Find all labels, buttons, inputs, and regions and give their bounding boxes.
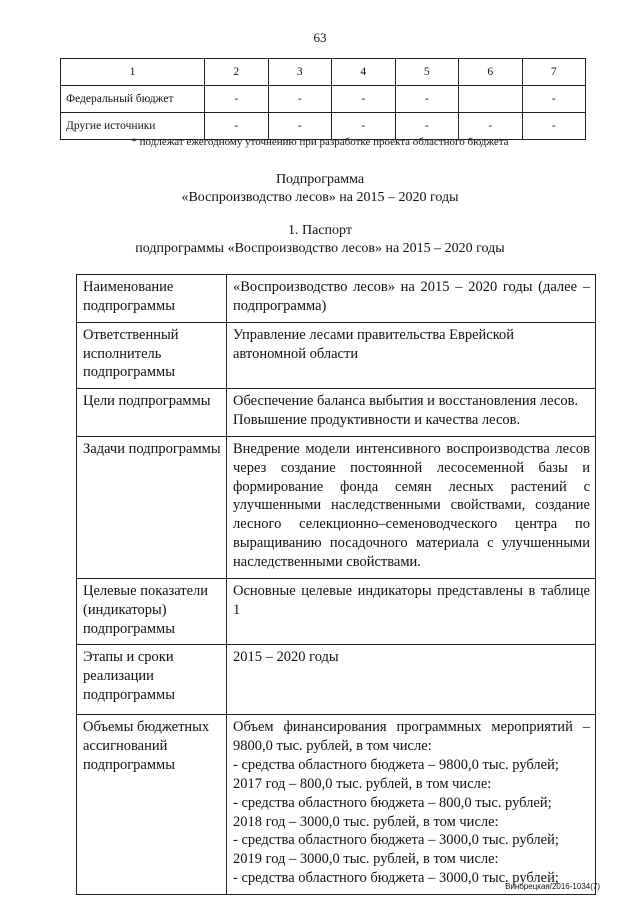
column-header: 1 <box>61 59 205 86</box>
passport-key: Ответственный исполнитель подпрограммы <box>77 322 227 389</box>
value-line: Объем финансирования программных мероприятий – 9800,0 тыс. рублей, в том числе: <box>233 719 590 755</box>
passport-key: Объемы бюджетных ассигнований подпрограммы <box>77 715 227 895</box>
value-line: - средства областного бюджета – 800,0 тыс. рублей; <box>233 794 552 811</box>
table-cell: - <box>332 113 396 140</box>
column-header: 5 <box>395 59 459 86</box>
table-cell: - <box>522 113 586 140</box>
page-number: 63 <box>313 30 327 45</box>
table-cell: - <box>522 86 586 113</box>
passport-table <box>76 274 596 895</box>
budget-sources-table <box>60 58 586 140</box>
row-label: Другие источники <box>61 113 205 140</box>
subprogram-name: «Воспроизводство лесов» на 2015 – 2020 годы <box>181 190 459 205</box>
table-cell <box>459 86 523 113</box>
subprogram-title: Подпрограмма <box>275 172 365 187</box>
table-cell: - <box>395 113 459 140</box>
passport-key: Цели подпрограммы <box>77 389 227 437</box>
passport-key: Целевые показатели (индикаторы) подпрограммы <box>77 578 227 645</box>
table-row <box>77 389 596 437</box>
value-line: - средства областного бюджета – 9800,0 тыс. рублей; <box>233 757 559 774</box>
passport-key: Наименование подпрограммы <box>77 275 227 323</box>
passport-value: «Воспроизводство лесов» на 2015 – 2020 годы (далее – подпрограмма) <box>227 275 596 323</box>
passport-value <box>227 715 596 895</box>
table-cell: - <box>395 86 459 113</box>
passport-value: Обеспечение баланса выбытия и восстановления лесов. Повышение продуктивности и качества лесов. <box>227 389 596 437</box>
table-row <box>77 578 596 645</box>
passport-value: 2015 – 2020 годы <box>227 645 596 715</box>
passport-value: Управление лесами правительства Еврейской автономной области <box>227 322 596 389</box>
table-row <box>77 322 596 389</box>
table-cell: - <box>332 86 396 113</box>
table-cell: - <box>205 86 269 113</box>
column-header: 3 <box>268 59 332 86</box>
table-row <box>77 645 596 715</box>
row-label: Федеральный бюджет <box>61 86 205 113</box>
table-cell: - <box>459 113 523 140</box>
column-header: 4 <box>332 59 396 86</box>
table-cell: - <box>268 86 332 113</box>
table-row <box>77 436 596 578</box>
table-row <box>61 86 586 113</box>
table-row <box>77 275 596 323</box>
footnote: * подлежат ежегодному уточнению при разработке проекта областного бюджета <box>131 136 509 148</box>
column-header: 2 <box>205 59 269 86</box>
table-row <box>77 715 596 895</box>
table-cell: - <box>268 113 332 140</box>
passport-key: Задачи подпрограммы <box>77 436 227 578</box>
column-header: 7 <box>522 59 586 86</box>
value-line: - средства областного бюджета – 3000,0 тыс. рублей; <box>233 832 559 849</box>
table-header-row <box>61 59 586 86</box>
passport-heading: 1. Паспорт <box>288 223 352 238</box>
value-line: 2018 год – 3000,0 тыс. рублей, в том числе: <box>233 813 499 830</box>
value-line: 2019 год – 3000,0 тыс. рублей, в том числе: <box>233 851 499 868</box>
passport-subheading: подпрограммы «Воспроизводство лесов» на 2015 – 2020 годы <box>135 241 505 256</box>
passport-value: Основные целевые индикаторы представлены в таблице 1 <box>227 578 596 645</box>
document-code: Винорецкая/2016-1034(7) <box>505 882 600 891</box>
passport-value: Внедрение модели интенсивного воспроизводства лесов через создание постоянной лесосеменной базы и формирование фонда семян лесных растений с улучшенными наследственными свойствами, создание лесного селекционно–семеноводческого центра по выращиванию посадочного материала с улучшенными наследственными свойствами. <box>227 436 596 578</box>
table-cell: - <box>205 113 269 140</box>
value-line: - средства областного бюджета – 3000,0 тыс. рублей; <box>233 870 559 887</box>
column-header: 6 <box>459 59 523 86</box>
passport-key: Этапы и сроки реализации подпрограммы <box>77 645 227 715</box>
value-line: 2017 год – 800,0 тыс. рублей, в том числе: <box>233 775 492 792</box>
